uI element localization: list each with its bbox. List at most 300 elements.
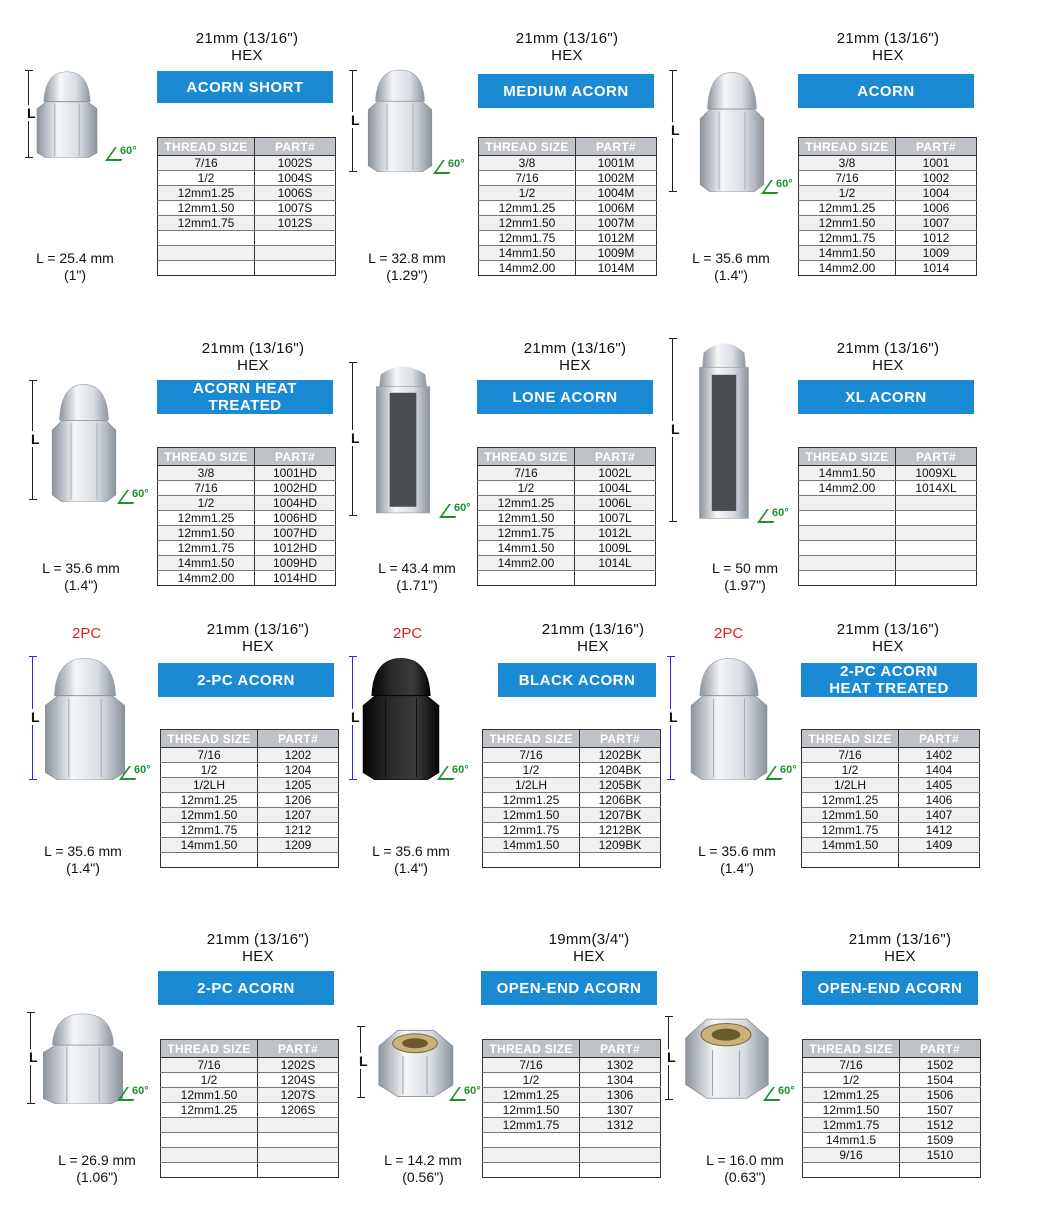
thread-size-cell — [478, 571, 575, 586]
table-row — [161, 1148, 339, 1163]
thread-size-cell: 14mm2.00 — [478, 556, 575, 571]
part-number-cell: 1312 — [580, 1118, 661, 1133]
seat-angle-badge — [772, 507, 789, 519]
table-row — [158, 201, 336, 216]
seat-angle-badge — [134, 764, 151, 776]
thread-size-cell: 1/2 — [161, 763, 258, 778]
hex-size-value: 21mm (13/16") — [195, 30, 299, 47]
table-row — [802, 778, 980, 793]
length-spec — [682, 843, 792, 877]
thread-size-cell: 12mm1.50 — [799, 216, 896, 231]
seat-angle-value: 60° — [120, 145, 137, 157]
table-row — [803, 1148, 981, 1163]
part-number-cell — [258, 1148, 339, 1163]
hex-size-value: 21mm (13/16") — [836, 340, 940, 357]
thread-size-cell: 1/2 — [483, 763, 580, 778]
thread-size-cell: 7/16 — [158, 156, 255, 171]
hex-size-value: 21mm (13/16") — [836, 621, 940, 638]
table-row — [483, 1058, 661, 1073]
part-number-cell: 1212 — [258, 823, 339, 838]
table-row — [478, 526, 656, 541]
two-piece-label: 2PC — [393, 625, 423, 642]
length-mm: L = 16.0 mm — [706, 1152, 784, 1168]
part-number-cell: 1207 — [258, 808, 339, 823]
table-row — [478, 481, 656, 496]
table-row — [161, 1088, 339, 1103]
seat-angle-value: 60° — [448, 158, 465, 170]
thread-size-cell — [483, 1163, 580, 1178]
part-number-cell: 1504 — [900, 1073, 981, 1088]
thread-size-cell — [799, 541, 896, 556]
table-row — [479, 246, 657, 261]
hex-size-label — [813, 340, 963, 374]
table-row — [799, 556, 977, 571]
thread-size-cell — [158, 231, 255, 246]
seat-angle-value: 60° — [454, 502, 471, 514]
length-dimension-letter: L — [351, 709, 360, 725]
lug-nut-image — [33, 70, 101, 163]
thread-size-cell: 14mm2.00 — [799, 261, 896, 276]
hex-word: HEX — [237, 357, 269, 374]
thread-size-cell: 12mm1.75 — [478, 526, 575, 541]
length-spec — [26, 560, 136, 594]
length-dimension-letter: L — [31, 709, 40, 725]
part-number-cell — [896, 541, 977, 556]
thread-size-header: THREAD SIZE — [478, 448, 575, 466]
hex-word: HEX — [884, 948, 916, 965]
thread-size-cell — [803, 1163, 900, 1178]
product-title-banner — [798, 74, 974, 108]
hex-word: HEX — [242, 948, 274, 965]
seat-angle-badge — [132, 1085, 149, 1097]
thread-size-cell: 12mm1.75 — [479, 231, 576, 246]
table-row — [799, 171, 977, 186]
table-row — [483, 1073, 661, 1088]
thread-size-cell: 14mm2.00 — [799, 481, 896, 496]
thread-size-cell — [158, 261, 255, 276]
hex-size-label — [518, 621, 668, 655]
hex-size-value: 21mm (13/16") — [848, 931, 952, 948]
parts-table — [477, 447, 656, 586]
part-number-cell — [899, 853, 980, 868]
part-number-header: PART# — [900, 1040, 981, 1058]
table-row — [799, 186, 977, 201]
thread-size-cell — [799, 511, 896, 526]
part-number-cell: 1407 — [899, 808, 980, 823]
length-spec — [676, 250, 786, 284]
table-row — [161, 1163, 339, 1178]
hex-size-label — [492, 30, 642, 64]
thread-size-header: THREAD SIZE — [479, 138, 576, 156]
table-row — [802, 823, 980, 838]
table-row — [803, 1118, 981, 1133]
part-number-header: PART# — [576, 138, 657, 156]
parts-table — [160, 1039, 339, 1178]
part-number-header: PART# — [580, 1040, 661, 1058]
table-row — [161, 1058, 339, 1073]
thread-size-cell: 12mm1.25 — [803, 1088, 900, 1103]
length-mm: L = 14.2 mm — [384, 1152, 462, 1168]
thread-size-cell: 7/16 — [479, 171, 576, 186]
part-number-cell: 1302 — [580, 1058, 661, 1073]
table-row — [483, 838, 661, 853]
part-number-cell: 1012M — [576, 231, 657, 246]
length-inch: (1.4") — [714, 267, 748, 283]
thread-size-cell: 7/16 — [158, 481, 255, 496]
part-number-cell — [580, 1148, 661, 1163]
thread-size-cell: 14mm1.50 — [799, 246, 896, 261]
thread-size-cell — [799, 496, 896, 511]
thread-size-cell: 14mm1.50 — [483, 838, 580, 853]
product-title-line: BLACK ACORN — [518, 671, 636, 689]
part-number-cell: 1001M — [576, 156, 657, 171]
product-title-banner — [158, 663, 334, 697]
lug-nut-image — [678, 1014, 774, 1105]
table-row — [161, 778, 339, 793]
seat-angle-value: 60° — [134, 764, 151, 776]
thread-size-cell: 12mm1.50 — [803, 1103, 900, 1118]
lug-nut-image — [364, 68, 436, 177]
table-row — [799, 261, 977, 276]
part-number-cell: 1009L — [575, 541, 656, 556]
length-spec — [42, 1152, 152, 1186]
thread-size-cell: 12mm1.50 — [483, 1103, 580, 1118]
seat-angle-badge — [132, 488, 149, 500]
thread-size-cell: 7/16 — [478, 466, 575, 481]
table-row — [161, 1073, 339, 1088]
part-number-cell: 1206 — [258, 793, 339, 808]
thread-size-cell: 12mm1.25 — [478, 496, 575, 511]
part-number-cell: 1206S — [258, 1103, 339, 1118]
part-number-cell — [255, 261, 336, 276]
table-row — [158, 261, 336, 276]
thread-size-cell: 1/2 — [479, 186, 576, 201]
part-number-cell: 1206BK — [580, 793, 661, 808]
part-number-cell: 1209BK — [580, 838, 661, 853]
table-row — [479, 201, 657, 216]
length-dimension-letter: L — [669, 709, 678, 725]
hex-size-value: 21mm (13/16") — [515, 30, 619, 47]
part-number-cell — [580, 853, 661, 868]
seat-angle-value: 60° — [772, 507, 789, 519]
part-number-cell: 1207S — [258, 1088, 339, 1103]
part-number-cell: 1202S — [258, 1058, 339, 1073]
seat-angle-value: 60° — [132, 1085, 149, 1097]
part-number-cell: 1004L — [575, 481, 656, 496]
part-number-cell: 1207BK — [580, 808, 661, 823]
seat-angle-value: 60° — [132, 488, 149, 500]
table-row — [158, 231, 336, 246]
length-inch: (1.97") — [724, 577, 766, 593]
thread-size-header: THREAD SIZE — [161, 1040, 258, 1058]
length-spec — [362, 560, 472, 594]
length-mm: L = 35.6 mm — [44, 843, 122, 859]
product-title-line: LONE ACORN — [512, 388, 618, 406]
table-row — [158, 216, 336, 231]
length-dimension-letter: L — [351, 430, 360, 446]
length-inch: (0.56") — [402, 1169, 444, 1185]
thread-size-cell: 1/2 — [802, 763, 899, 778]
thread-size-cell: 1/2 — [483, 1073, 580, 1088]
table-row — [479, 261, 657, 276]
lug-nut-image — [686, 656, 772, 785]
hex-word: HEX — [872, 47, 904, 64]
seat-angle-badge — [464, 1085, 481, 1097]
thread-size-cell: 14mm2.00 — [158, 571, 255, 586]
hex-word: HEX — [872, 638, 904, 655]
part-number-cell: 1307 — [580, 1103, 661, 1118]
table-row — [483, 823, 661, 838]
part-number-cell — [580, 1133, 661, 1148]
length-mm: L = 35.6 mm — [692, 250, 770, 266]
part-number-cell: 1007HD — [255, 526, 336, 541]
seat-angle-value: 60° — [452, 764, 469, 776]
hex-word: HEX — [551, 47, 583, 64]
lug-nut-image — [366, 362, 440, 521]
table-row — [483, 1118, 661, 1133]
thread-size-cell: 3/8 — [158, 466, 255, 481]
thread-size-header: THREAD SIZE — [161, 730, 258, 748]
table-row — [802, 808, 980, 823]
parts-table — [157, 137, 336, 276]
thread-size-cell: 12mm1.50 — [479, 216, 576, 231]
lug-nut-image — [38, 1012, 128, 1109]
thread-size-cell: 12mm1.25 — [483, 1088, 580, 1103]
part-number-cell: 1506 — [900, 1088, 981, 1103]
length-mm: L = 25.4 mm — [36, 250, 114, 266]
table-row — [161, 838, 339, 853]
hex-word: HEX — [559, 357, 591, 374]
length-spec — [352, 250, 462, 284]
product-title-line: HEAT TREATED — [829, 680, 949, 697]
part-number-cell — [896, 556, 977, 571]
table-row — [803, 1058, 981, 1073]
length-spec — [28, 843, 138, 877]
table-row — [483, 1148, 661, 1163]
lug-nut-image — [40, 656, 130, 785]
seat-angle-badge — [448, 158, 465, 170]
length-spec — [356, 843, 466, 877]
length-dimension-letter: L — [359, 1053, 368, 1069]
product-title-banner — [801, 663, 977, 697]
part-number-cell: 1402 — [899, 748, 980, 763]
table-row — [799, 481, 977, 496]
part-number-cell: 1012HD — [255, 541, 336, 556]
part-number-cell: 1014HD — [255, 571, 336, 586]
lug-nut-image — [696, 70, 768, 197]
table-row — [478, 496, 656, 511]
part-number-cell: 1502 — [900, 1058, 981, 1073]
table-row — [479, 216, 657, 231]
thread-size-cell: 14mm1.50 — [799, 466, 896, 481]
part-number-cell: 1012 — [896, 231, 977, 246]
length-dimension-letter: L — [27, 105, 36, 121]
product-title-line: OPEN-END ACORN — [817, 979, 963, 997]
length-mm: L = 43.4 mm — [378, 560, 456, 576]
table-row — [799, 466, 977, 481]
thread-size-header: THREAD SIZE — [158, 448, 255, 466]
length-spec — [690, 560, 800, 594]
part-number-cell: 1212BK — [580, 823, 661, 838]
hex-size-value: 21mm (13/16") — [541, 621, 645, 638]
product-title-line: 2-PC ACORN — [197, 671, 295, 689]
table-row — [478, 466, 656, 481]
thread-size-cell — [161, 1118, 258, 1133]
hex-size-label — [500, 340, 650, 374]
length-inch: (1") — [63, 267, 87, 283]
table-row — [479, 156, 657, 171]
seat-angle-badge — [452, 764, 469, 776]
table-row — [799, 156, 977, 171]
part-number-cell — [896, 571, 977, 586]
table-row — [161, 763, 339, 778]
table-row — [158, 526, 336, 541]
table-row — [158, 156, 336, 171]
part-number-cell: 1006HD — [255, 511, 336, 526]
thread-size-cell: 7/16 — [161, 748, 258, 763]
table-row — [161, 1103, 339, 1118]
length-spec — [368, 1152, 478, 1186]
table-row — [799, 526, 977, 541]
length-dimension-letter: L — [667, 1049, 676, 1065]
length-inch: (1.4") — [66, 860, 100, 876]
thread-size-cell: 7/16 — [483, 1058, 580, 1073]
part-number-cell: 1002L — [575, 466, 656, 481]
thread-size-cell — [483, 853, 580, 868]
thread-size-cell: 1/2 — [158, 496, 255, 511]
table-row — [483, 1163, 661, 1178]
table-row — [799, 541, 977, 556]
part-number-cell: 1014XL — [896, 481, 977, 496]
part-number-cell: 1006S — [255, 186, 336, 201]
part-number-cell — [580, 1163, 661, 1178]
thread-size-cell: 14mm1.50 — [161, 838, 258, 853]
part-number-cell: 1012L — [575, 526, 656, 541]
table-row — [478, 511, 656, 526]
part-number-cell: 1004S — [255, 171, 336, 186]
table-row — [483, 853, 661, 868]
hex-size-label — [514, 931, 664, 965]
thread-size-cell: 7/16 — [803, 1058, 900, 1073]
length-inch: (0.63") — [724, 1169, 766, 1185]
length-inch: (1.29") — [386, 267, 428, 283]
seat-angle-value: 60° — [776, 178, 793, 190]
part-number-cell — [258, 1118, 339, 1133]
table-row — [479, 186, 657, 201]
seat-angle-value: 60° — [780, 764, 797, 776]
hex-size-value: 21mm (13/16") — [523, 340, 627, 357]
part-number-cell: 1006 — [896, 201, 977, 216]
parts-table — [798, 137, 977, 276]
part-number-cell: 1204 — [258, 763, 339, 778]
parts-table — [798, 447, 977, 586]
hex-size-value: 21mm (13/16") — [201, 340, 305, 357]
thread-size-cell: 1/2LH — [802, 778, 899, 793]
two-piece-label: 2PC — [72, 625, 102, 642]
part-number-cell — [255, 246, 336, 261]
hex-size-label — [813, 30, 963, 64]
thread-size-header: THREAD SIZE — [803, 1040, 900, 1058]
table-row — [802, 838, 980, 853]
product-title-line: MEDIUM ACORN — [503, 82, 629, 100]
part-number-cell — [896, 511, 977, 526]
seat-angle-badge — [778, 1085, 795, 1097]
part-number-cell — [258, 1163, 339, 1178]
thread-size-cell: 1/2LH — [483, 778, 580, 793]
length-mm: L = 26.9 mm — [58, 1152, 136, 1168]
thread-size-cell: 7/16 — [799, 171, 896, 186]
table-row — [483, 793, 661, 808]
thread-size-cell: 12mm1.25 — [158, 511, 255, 526]
hex-size-value: 21mm (13/16") — [206, 931, 310, 948]
table-row — [158, 171, 336, 186]
part-number-cell — [575, 571, 656, 586]
thread-size-cell: 12mm1.50 — [483, 808, 580, 823]
seat-angle-badge — [776, 178, 793, 190]
table-row — [483, 808, 661, 823]
part-number-header: PART# — [896, 448, 977, 466]
length-spec — [20, 250, 130, 284]
hex-size-label — [825, 931, 975, 965]
thread-size-cell: 14mm1.50 — [158, 556, 255, 571]
thread-size-cell: 12mm1.50 — [478, 511, 575, 526]
part-number-cell: 1014M — [576, 261, 657, 276]
length-mm: L = 35.6 mm — [42, 560, 120, 576]
thread-size-cell — [161, 1133, 258, 1148]
length-mm: L = 32.8 mm — [368, 250, 446, 266]
part-number-cell: 1004M — [576, 186, 657, 201]
thread-size-cell: 12mm1.75 — [483, 823, 580, 838]
table-row — [483, 1133, 661, 1148]
part-number-cell: 1406 — [899, 793, 980, 808]
thread-size-cell: 1/2 — [158, 171, 255, 186]
product-title-banner — [158, 971, 334, 1005]
length-spec — [690, 1152, 800, 1186]
part-number-cell: 1009M — [576, 246, 657, 261]
thread-size-cell: 12mm1.25 — [161, 793, 258, 808]
length-inch: (1.71") — [396, 577, 438, 593]
table-row — [803, 1073, 981, 1088]
thread-size-cell — [799, 526, 896, 541]
part-number-cell: 1205BK — [580, 778, 661, 793]
table-row — [479, 231, 657, 246]
part-number-cell: 1202 — [258, 748, 339, 763]
lug-nut-image — [358, 656, 444, 785]
length-dimension-letter: L — [671, 421, 680, 437]
thread-size-cell — [799, 571, 896, 586]
table-row — [799, 231, 977, 246]
table-row — [158, 246, 336, 261]
part-number-header: PART# — [899, 730, 980, 748]
table-row — [158, 556, 336, 571]
thread-size-cell — [802, 853, 899, 868]
table-row — [158, 541, 336, 556]
part-number-cell: 1204S — [258, 1073, 339, 1088]
part-number-cell: 1009XL — [896, 466, 977, 481]
thread-size-cell: 12mm1.50 — [161, 808, 258, 823]
table-row — [161, 748, 339, 763]
thread-size-cell: 14mm1.50 — [479, 246, 576, 261]
seat-angle-badge — [454, 502, 471, 514]
part-number-header: PART# — [580, 730, 661, 748]
table-row — [161, 793, 339, 808]
thread-size-header: THREAD SIZE — [483, 1040, 580, 1058]
table-row — [483, 1103, 661, 1118]
table-row — [158, 186, 336, 201]
part-number-cell: 1002M — [576, 171, 657, 186]
table-row — [799, 496, 977, 511]
product-title-banner — [157, 380, 333, 414]
